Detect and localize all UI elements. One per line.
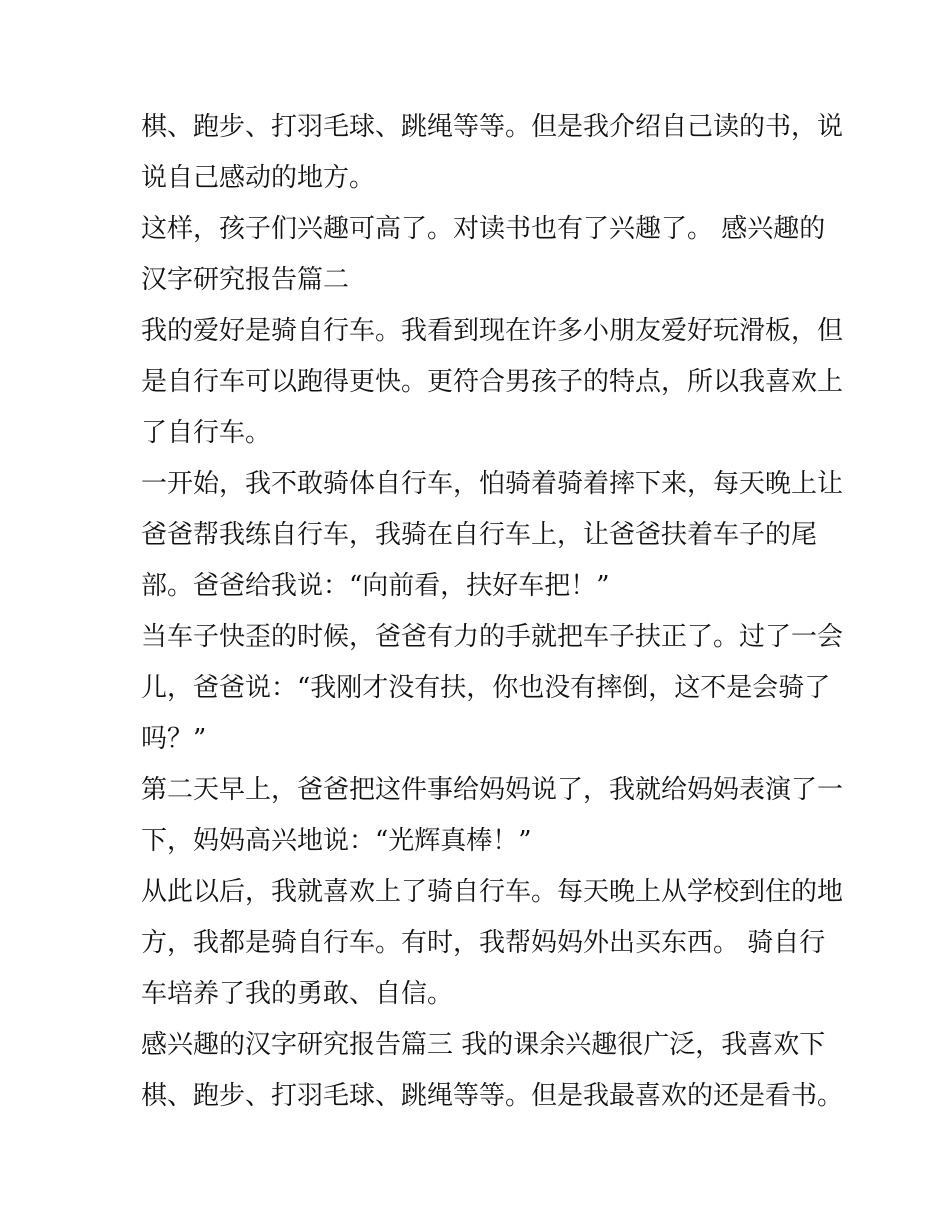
document-body	[141, 102, 844, 1122]
text-line: 一开始，我不敢骑体自行车，怕骑着骑着摔下来，每天晚上让	[141, 469, 844, 499]
text-line: 这样，孩子们兴趣可高了。对读书也有了兴趣了。 感兴趣的	[141, 214, 826, 244]
section-heading-line: 感兴趣的汉字研究报告篇三 我的课余兴趣很广泛，我喜欢下	[141, 1030, 826, 1060]
text-line: 说自己感动的地方。	[141, 163, 376, 193]
text-line: 下，妈妈高兴地说：“光辉真棒！”	[141, 826, 532, 856]
text-line: 爸爸帮我练自行车，我骑在自行车上，让爸爸扶着车子的尾	[141, 520, 818, 550]
text-line: 儿，爸爸说：“我刚才没有扶，你也没有摔倒，这不是会骑了	[141, 673, 831, 703]
text-line: 从此以后，我就喜欢上了骑自行车。每天晚上从学校到住的地	[141, 877, 844, 907]
section-heading-line: 汉字研究报告篇二	[141, 265, 350, 295]
text-line: 了自行车。	[141, 418, 272, 448]
text-line: 方，我都是骑自行车。有时，我帮妈妈外出买东西。 骑自行	[141, 928, 826, 958]
text-line: 棋、跑步、打羽毛球、跳绳等等。但是我介绍自己读的书，说	[141, 112, 844, 142]
text-line: 第二天早上，爸爸把这件事给妈妈说了，我就给妈妈表演了一	[141, 775, 844, 805]
text-line: 吗？”	[141, 724, 207, 754]
text-line: 棋、跑步、打羽毛球、跳绳等等。但是我最喜欢的还是看书。	[141, 1081, 844, 1111]
text-line: 部。爸爸给我说：“向前看，扶好车把！”	[141, 571, 610, 601]
text-line: 车培养了我的勇敢、自信。	[141, 979, 454, 1009]
text-line: 当车子快歪的时候，爸爸有力的手就把车子扶正了。过了一会	[141, 622, 844, 652]
text-line: 我的爱好是骑自行车。我看到现在许多小朋友爱好玩滑板，但	[141, 316, 844, 346]
text-line: 是自行车可以跑得更快。更符合男孩子的特点，所以我喜欢上	[141, 367, 844, 397]
